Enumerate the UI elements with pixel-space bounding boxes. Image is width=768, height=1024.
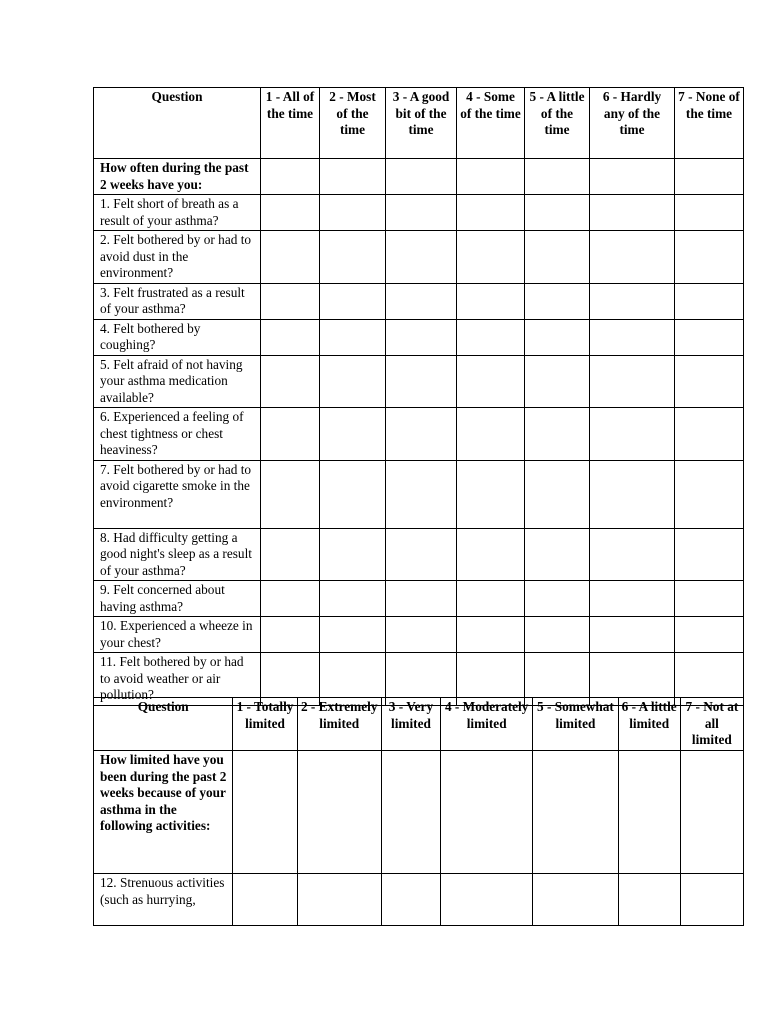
answer-cell[interactable]: [457, 355, 525, 408]
section-row: [94, 159, 744, 195]
answer-cell[interactable]: [675, 408, 744, 461]
answer-cell[interactable]: [533, 874, 618, 926]
column-header-7: 7 - Not at all limited: [680, 698, 743, 751]
answer-cell[interactable]: [320, 528, 386, 581]
answer-cell[interactable]: [675, 159, 744, 195]
answer-cell[interactable]: [590, 581, 675, 617]
answer-cell[interactable]: [320, 231, 386, 284]
answer-cell[interactable]: [261, 231, 320, 284]
answer-cell[interactable]: [525, 528, 590, 581]
answer-cell[interactable]: [675, 195, 744, 231]
answer-cell[interactable]: [386, 231, 457, 284]
answer-cell[interactable]: [618, 874, 680, 926]
question-text: 2. Felt bothered by or had to avoid dust in the environment?: [94, 231, 261, 284]
question-text: 6. Experienced a feeling of chest tightness or chest heaviness?: [94, 408, 261, 461]
answer-cell[interactable]: [233, 751, 297, 874]
answer-cell[interactable]: [386, 283, 457, 319]
answer-cell[interactable]: [457, 581, 525, 617]
answer-cell[interactable]: [525, 283, 590, 319]
answer-cell[interactable]: [525, 231, 590, 284]
answer-cell[interactable]: [261, 355, 320, 408]
question-text: 10. Experienced a wheeze in your chest?: [94, 617, 261, 653]
answer-cell[interactable]: [261, 283, 320, 319]
answer-cell[interactable]: [618, 751, 680, 874]
answer-cell[interactable]: [320, 581, 386, 617]
answer-cell[interactable]: [675, 581, 744, 617]
answer-cell[interactable]: [320, 408, 386, 461]
answer-cell[interactable]: [441, 874, 533, 926]
answer-cell[interactable]: [386, 408, 457, 461]
answer-cell[interactable]: [233, 874, 297, 926]
answer-cell[interactable]: [590, 159, 675, 195]
answer-cell[interactable]: [441, 751, 533, 874]
column-header-2: 2 - Most of the time: [320, 88, 386, 159]
answer-cell[interactable]: [457, 159, 525, 195]
answer-cell[interactable]: [525, 195, 590, 231]
question-text: 12. Strenuous activities (such as hurrying,: [94, 874, 233, 926]
answer-cell[interactable]: [261, 319, 320, 355]
answer-cell[interactable]: [381, 751, 440, 874]
answer-cell[interactable]: [386, 617, 457, 653]
answer-cell[interactable]: [261, 617, 320, 653]
answer-cell[interactable]: [457, 231, 525, 284]
answer-cell[interactable]: [457, 460, 525, 528]
answer-cell[interactable]: [386, 195, 457, 231]
answer-cell[interactable]: [533, 751, 618, 874]
answer-cell[interactable]: [320, 319, 386, 355]
answer-cell[interactable]: [261, 528, 320, 581]
table-row: [94, 528, 744, 581]
column-header-7: 7 - None of the time: [675, 88, 744, 159]
answer-cell[interactable]: [590, 528, 675, 581]
section-row: [94, 751, 744, 874]
answer-cell[interactable]: [320, 159, 386, 195]
answer-cell[interactable]: [590, 355, 675, 408]
column-header-5: 5 - Somewhat limited: [533, 698, 618, 751]
table-row: [94, 874, 744, 926]
question-text: 1. Felt short of breath as a result of your asthma?: [94, 195, 261, 231]
table-row: [94, 355, 744, 408]
answer-cell[interactable]: [675, 319, 744, 355]
column-header-4: 4 - Some of the time: [457, 88, 525, 159]
answer-cell[interactable]: [457, 283, 525, 319]
table-row: [94, 408, 744, 461]
answer-cell[interactable]: [590, 231, 675, 284]
answer-cell[interactable]: [457, 617, 525, 653]
answer-cell[interactable]: [297, 751, 381, 874]
answer-cell[interactable]: [261, 460, 320, 528]
question-text: 5. Felt afraid of not having your asthma medication available?: [94, 355, 261, 408]
table-row: [94, 319, 744, 355]
column-header-4: 4 - Moderately limited: [441, 698, 533, 751]
column-header-2: 2 - Extremely limited: [297, 698, 381, 751]
answer-cell[interactable]: [590, 460, 675, 528]
answer-cell[interactable]: [590, 283, 675, 319]
answer-cell[interactable]: [261, 159, 320, 195]
table-row: [94, 617, 744, 653]
table-row: [94, 283, 744, 319]
answer-cell[interactable]: [457, 408, 525, 461]
answer-cell[interactable]: [525, 581, 590, 617]
table-row: [94, 581, 744, 617]
answer-cell[interactable]: [590, 319, 675, 355]
answer-cell[interactable]: [386, 528, 457, 581]
answer-cell[interactable]: [261, 195, 320, 231]
answer-cell[interactable]: [675, 528, 744, 581]
answer-cell[interactable]: [525, 319, 590, 355]
answer-cell[interactable]: [320, 460, 386, 528]
table-row: [94, 195, 744, 231]
answer-cell[interactable]: [320, 617, 386, 653]
answer-cell[interactable]: [261, 581, 320, 617]
column-header-3: 3 - Very limited: [381, 698, 440, 751]
answer-cell[interactable]: [297, 874, 381, 926]
answer-cell[interactable]: [590, 617, 675, 653]
column-header-3: 3 - A good bit of the time: [386, 88, 457, 159]
limitation-questionnaire-table: [93, 697, 744, 926]
column-header-1: 1 - Totally limited: [233, 698, 297, 751]
answer-cell[interactable]: [525, 408, 590, 461]
column-header-question: Question: [94, 88, 261, 159]
answer-cell[interactable]: [590, 195, 675, 231]
answer-cell[interactable]: [525, 355, 590, 408]
answer-cell[interactable]: [675, 617, 744, 653]
answer-cell[interactable]: [386, 460, 457, 528]
answer-cell[interactable]: [457, 195, 525, 231]
header-row: [94, 88, 744, 159]
question-text: 7. Felt bothered by or had to avoid cigarette smoke in the environment?: [94, 460, 261, 528]
question-text: 9. Felt concerned about having asthma?: [94, 581, 261, 617]
answer-cell[interactable]: [386, 159, 457, 195]
answer-cell[interactable]: [386, 319, 457, 355]
answer-cell[interactable]: [675, 460, 744, 528]
answer-cell[interactable]: [590, 408, 675, 461]
answer-cell[interactable]: [525, 617, 590, 653]
section-prompt: How often during the past 2 weeks have you:: [94, 159, 261, 195]
answer-cell[interactable]: [457, 528, 525, 581]
answer-cell[interactable]: [320, 283, 386, 319]
question-text: 4. Felt bothered by coughing?: [94, 319, 261, 355]
question-text: 8. Had difficulty getting a good night's sleep as a result of your asthma?: [94, 528, 261, 581]
answer-cell[interactable]: [525, 460, 590, 528]
table-row: [94, 460, 744, 528]
header-row: [94, 698, 744, 751]
answer-cell[interactable]: [320, 195, 386, 231]
section-prompt: How limited have you been during the past 2 weeks because of your asthma in the following activities:: [94, 751, 233, 874]
column-header-5: 5 - A little of the time: [525, 88, 590, 159]
answer-cell[interactable]: [675, 355, 744, 408]
answer-cell[interactable]: [386, 355, 457, 408]
column-header-6: 6 - A little limited: [618, 698, 680, 751]
answer-cell[interactable]: [675, 231, 744, 284]
column-header-1: 1 - All of the time: [261, 88, 320, 159]
table-row: [94, 231, 744, 284]
answer-cell[interactable]: [680, 874, 743, 926]
answer-cell[interactable]: [386, 581, 457, 617]
answer-cell[interactable]: [261, 408, 320, 461]
answer-cell[interactable]: [680, 751, 743, 874]
column-header-question: Question: [94, 698, 233, 751]
column-header-6: 6 - Hardly any of the time: [590, 88, 675, 159]
answer-cell[interactable]: [457, 319, 525, 355]
answer-cell[interactable]: [675, 283, 744, 319]
answer-cell[interactable]: [381, 874, 440, 926]
answer-cell[interactable]: [525, 159, 590, 195]
question-text: 3. Felt frustrated as a result of your asthma?: [94, 283, 261, 319]
frequency-questionnaire-table: [93, 87, 744, 706]
question-text: 11. Felt bothered by or had to avoid weather or air pollution?: [94, 653, 261, 706]
answer-cell[interactable]: [320, 355, 386, 408]
